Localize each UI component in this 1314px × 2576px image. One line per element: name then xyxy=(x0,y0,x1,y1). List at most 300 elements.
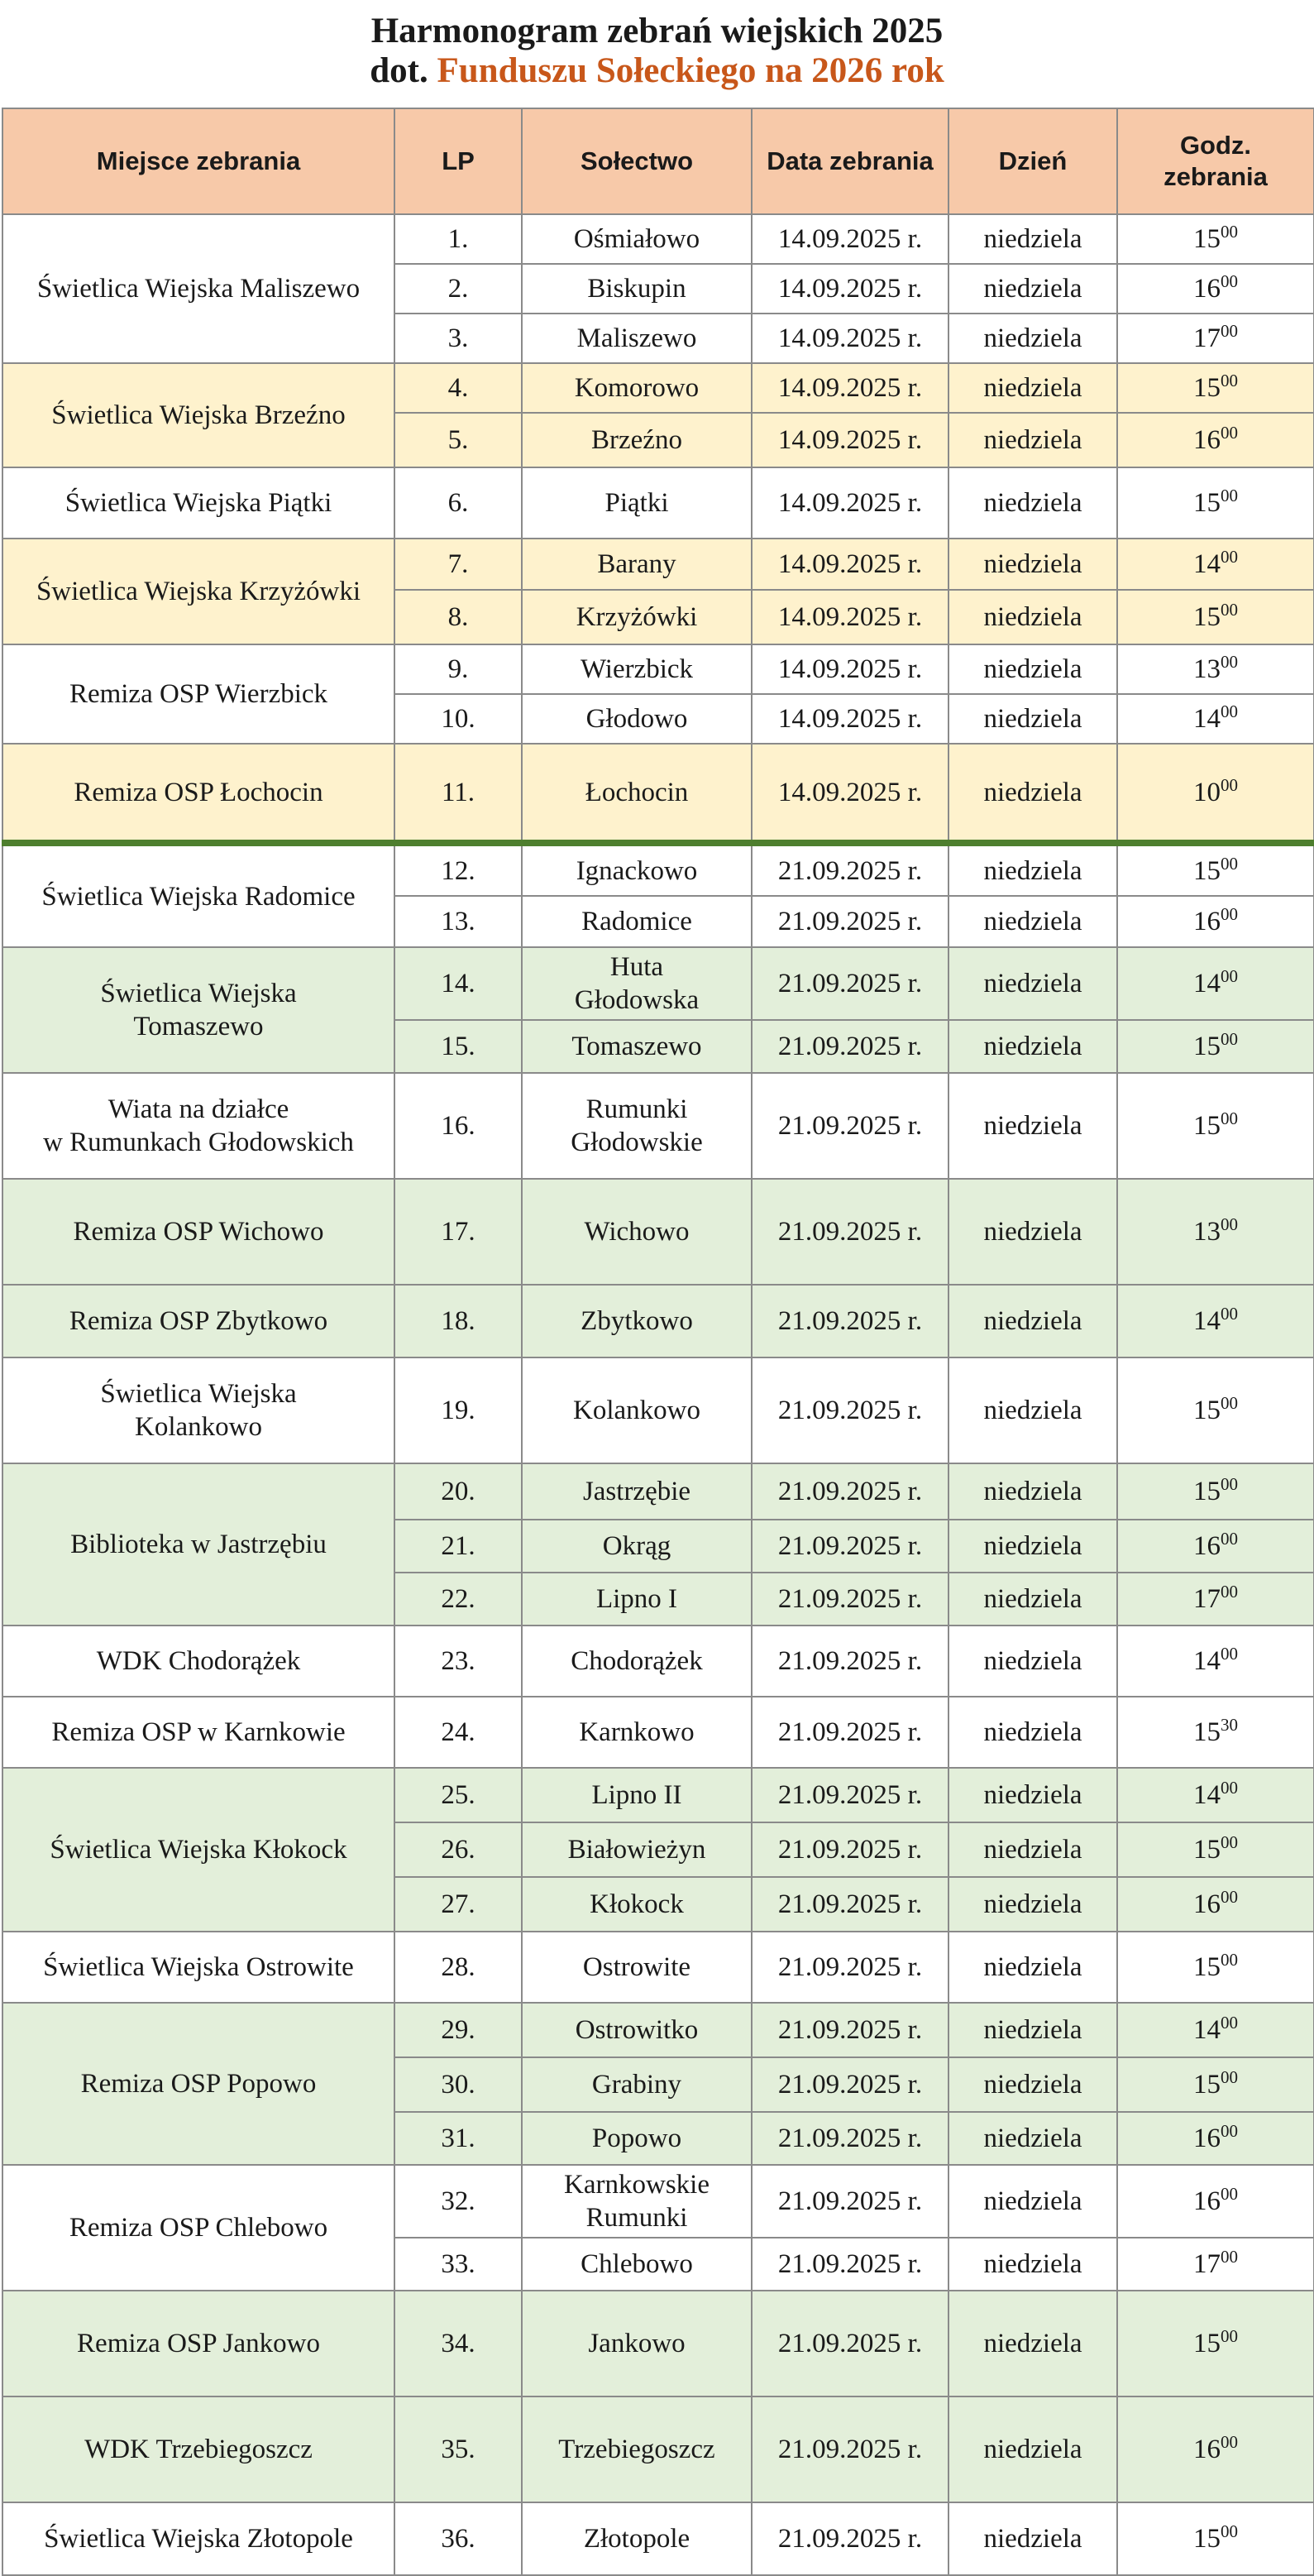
table-row xyxy=(2,1073,1314,1179)
row-lp: 3. xyxy=(394,314,522,363)
meeting-time xyxy=(1117,1573,1314,1626)
header-day: Dzień xyxy=(948,108,1117,214)
row-lp: 18. xyxy=(394,1285,522,1357)
time-hour: 14 xyxy=(1193,1646,1221,1676)
meeting-day: niedziela xyxy=(948,363,1117,413)
meeting-time xyxy=(1117,1877,1314,1932)
meeting-day: niedziela xyxy=(948,694,1117,744)
time-minutes: 00 xyxy=(1221,1778,1238,1798)
meeting-time xyxy=(1117,467,1314,539)
time-minutes: 00 xyxy=(1221,547,1238,567)
village-name: Barany xyxy=(522,539,752,590)
meeting-date: 14.09.2025 r. xyxy=(752,314,948,363)
village-name: Łochocin xyxy=(522,744,752,843)
meeting-date: 21.09.2025 r. xyxy=(752,1768,948,1822)
time-hour: 15 xyxy=(1193,1717,1221,1747)
time-minutes: 00 xyxy=(1221,600,1238,620)
village-name: Maliszewo xyxy=(522,314,752,363)
meeting-place: Świetlica Wiejska Ostrowite xyxy=(2,1932,394,2003)
table-row xyxy=(2,1285,1314,1357)
meeting-place: Wiata na działce w Rumunkach Głodowskich xyxy=(2,1073,394,1179)
meeting-time xyxy=(1117,1357,1314,1463)
time-hour: 17 xyxy=(1193,1584,1221,1614)
time-hour: 16 xyxy=(1193,274,1221,304)
title-line-1: Harmonogram zebrań wiejskich 2025 xyxy=(370,12,944,50)
village-name: Brzeźno xyxy=(522,413,752,467)
meeting-date: 21.09.2025 r. xyxy=(752,2165,948,2238)
time-minutes: 00 xyxy=(1221,1214,1238,1234)
meeting-day: niedziela xyxy=(948,539,1117,590)
meeting-day: niedziela xyxy=(948,467,1117,539)
meeting-date: 21.09.2025 r. xyxy=(752,1179,948,1285)
time-minutes: 00 xyxy=(1221,1029,1238,1049)
meeting-date: 21.09.2025 r. xyxy=(752,1073,948,1179)
meeting-day: niedziela xyxy=(948,1357,1117,1463)
meeting-place: Remiza OSP Jankowo xyxy=(2,2291,394,2396)
meeting-day: niedziela xyxy=(948,2396,1117,2502)
meeting-date: 14.09.2025 r. xyxy=(752,214,948,264)
village-name: Radomice xyxy=(522,896,752,947)
table-row xyxy=(2,1626,1314,1697)
meeting-date: 21.09.2025 r. xyxy=(752,2057,948,2112)
row-lp: 10. xyxy=(394,694,522,744)
meeting-date: 14.09.2025 r. xyxy=(752,539,948,590)
meeting-day: niedziela xyxy=(948,214,1117,264)
meeting-day: niedziela xyxy=(948,413,1117,467)
meeting-date: 21.09.2025 r. xyxy=(752,2112,948,2165)
time-minutes: 00 xyxy=(1221,2326,1238,2346)
meeting-date: 14.09.2025 r. xyxy=(752,694,948,744)
village-name: Komorowo xyxy=(522,363,752,413)
table-row xyxy=(2,2165,1314,2238)
meeting-date: 21.09.2025 r. xyxy=(752,1626,948,1697)
time-minutes: 00 xyxy=(1221,1304,1238,1324)
village-name: Ostrowite xyxy=(522,1932,752,2003)
row-lp: 25. xyxy=(394,1768,522,1822)
time-hour: 10 xyxy=(1193,777,1221,807)
meeting-day: niedziela xyxy=(948,1932,1117,2003)
meeting-place: Remiza OSP Zbytkowo xyxy=(2,1285,394,1357)
village-name: Chodorążek xyxy=(522,1626,752,1697)
meeting-time xyxy=(1117,744,1314,843)
meeting-place: Świetlica Wiejska Radomice xyxy=(2,843,394,947)
time-hour: 13 xyxy=(1193,654,1221,684)
header-village: Sołectwo xyxy=(522,108,752,214)
row-lp: 31. xyxy=(394,2112,522,2165)
meeting-time xyxy=(1117,2291,1314,2396)
village-name: Złotopole xyxy=(522,2502,752,2575)
header-date: Data zebrania xyxy=(752,108,948,214)
meeting-date: 21.09.2025 r. xyxy=(752,1357,948,1463)
time-hour: 15 xyxy=(1193,224,1221,254)
village-name: Jankowo xyxy=(522,2291,752,2396)
meeting-day: niedziela xyxy=(948,896,1117,947)
meeting-day: niedziela xyxy=(948,1768,1117,1822)
meeting-place: Remiza OSP Wierzbick xyxy=(2,644,394,744)
time-hour: 16 xyxy=(1193,2435,1221,2464)
meeting-date: 14.09.2025 r. xyxy=(752,413,948,467)
meeting-place: Świetlica Wiejska Tomaszewo xyxy=(2,947,394,1073)
schedule-body xyxy=(2,214,1314,2575)
meeting-day: niedziela xyxy=(948,843,1117,896)
table-row xyxy=(2,947,1314,1020)
village-name: Trzebiegoszcz xyxy=(522,2396,752,2502)
meeting-date: 21.09.2025 r. xyxy=(752,2003,948,2057)
meeting-time xyxy=(1117,1463,1314,1520)
time-hour: 13 xyxy=(1193,1217,1221,1247)
meeting-date: 14.09.2025 r. xyxy=(752,744,948,843)
time-hour: 15 xyxy=(1193,1835,1221,1865)
title-line-2-prefix: dot. xyxy=(370,51,437,90)
header-time: Godz. zebrania xyxy=(1117,108,1314,214)
village-name: Wichowo xyxy=(522,1179,752,1285)
row-lp: 21. xyxy=(394,1520,522,1573)
meeting-day: niedziela xyxy=(948,2238,1117,2291)
table-row xyxy=(2,363,1314,413)
time-hour: 15 xyxy=(1193,2524,1221,2554)
meeting-time xyxy=(1117,264,1314,314)
time-minutes: 00 xyxy=(1221,1582,1238,1602)
time-hour: 14 xyxy=(1193,1780,1221,1810)
meeting-date: 21.09.2025 r. xyxy=(752,1697,948,1768)
meeting-place: Świetlica Wiejska Krzyżówki xyxy=(2,539,394,644)
meeting-place: WDK Chodorążek xyxy=(2,1626,394,1697)
meeting-day: niedziela xyxy=(948,947,1117,1020)
row-lp: 33. xyxy=(394,2238,522,2291)
time-minutes: 00 xyxy=(1221,222,1238,242)
meeting-day: niedziela xyxy=(948,590,1117,644)
time-hour: 15 xyxy=(1193,1032,1221,1061)
document-title xyxy=(0,0,1314,106)
meeting-time xyxy=(1117,1768,1314,1822)
meeting-date: 21.09.2025 r. xyxy=(752,1822,948,1877)
time-hour: 16 xyxy=(1193,1889,1221,1919)
village-name: Piątki xyxy=(522,467,752,539)
row-lp: 16. xyxy=(394,1073,522,1179)
meeting-place: Remiza OSP Łochocin xyxy=(2,744,394,843)
row-lp: 1. xyxy=(394,214,522,264)
time-hour: 15 xyxy=(1193,855,1221,886)
row-lp: 36. xyxy=(394,2502,522,2575)
meeting-time xyxy=(1117,843,1314,896)
time-minutes: 00 xyxy=(1221,2432,1238,2452)
meeting-time xyxy=(1117,2057,1314,2112)
village-name: Karnkowskie Rumunki xyxy=(522,2165,752,2238)
meeting-place: Świetlica Wiejska Piątki xyxy=(2,467,394,539)
table-row xyxy=(2,1179,1314,1285)
time-minutes: 00 xyxy=(1221,701,1238,721)
meeting-time xyxy=(1117,2238,1314,2291)
village-name: Karnkowo xyxy=(522,1697,752,1768)
time-minutes: 00 xyxy=(1221,1887,1238,1907)
row-lp: 28. xyxy=(394,1932,522,2003)
header-row xyxy=(2,108,1314,214)
time-hour: 16 xyxy=(1193,1531,1221,1561)
time-minutes: 00 xyxy=(1221,486,1238,505)
meeting-time xyxy=(1117,1932,1314,2003)
time-hour: 16 xyxy=(1193,2186,1221,2216)
time-minutes: 00 xyxy=(1221,1108,1238,1128)
row-lp: 32. xyxy=(394,2165,522,2238)
table-row xyxy=(2,2291,1314,2396)
village-name: Ignackowo xyxy=(522,843,752,896)
time-hour: 15 xyxy=(1193,2329,1221,2358)
meeting-time xyxy=(1117,1179,1314,1285)
row-lp: 19. xyxy=(394,1357,522,1463)
time-minutes: 00 xyxy=(1221,774,1238,795)
time-hour: 15 xyxy=(1193,1396,1221,1425)
time-minutes: 00 xyxy=(1221,371,1238,390)
table-row xyxy=(2,467,1314,539)
meeting-time xyxy=(1117,1520,1314,1573)
meeting-time xyxy=(1117,2165,1314,2238)
meeting-day: niedziela xyxy=(948,2502,1117,2575)
village-name: Wierzbick xyxy=(522,644,752,694)
meeting-time xyxy=(1117,896,1314,947)
meeting-date: 21.09.2025 r. xyxy=(752,896,948,947)
row-lp: 5. xyxy=(394,413,522,467)
meeting-place: Biblioteka w Jastrzębiu xyxy=(2,1463,394,1626)
row-lp: 6. xyxy=(394,467,522,539)
meeting-day: niedziela xyxy=(948,1020,1117,1073)
row-lp: 20. xyxy=(394,1463,522,1520)
table-row xyxy=(2,2502,1314,2575)
row-lp: 11. xyxy=(394,744,522,843)
time-minutes: 00 xyxy=(1221,652,1238,672)
meeting-time xyxy=(1117,1285,1314,1357)
meeting-date: 21.09.2025 r. xyxy=(752,2502,948,2575)
meeting-time xyxy=(1117,590,1314,644)
time-hour: 16 xyxy=(1193,907,1221,936)
table-row xyxy=(2,1357,1314,1463)
row-lp: 13. xyxy=(394,896,522,947)
time-hour: 16 xyxy=(1193,425,1221,455)
time-minutes: 00 xyxy=(1221,2013,1238,2033)
meeting-time xyxy=(1117,1697,1314,1768)
meeting-date: 21.09.2025 r. xyxy=(752,1520,948,1573)
meeting-time xyxy=(1117,1020,1314,1073)
time-minutes: 00 xyxy=(1221,1393,1238,1413)
meeting-day: niedziela xyxy=(948,644,1117,694)
time-hour: 16 xyxy=(1193,2124,1221,2153)
village-name: Grabiny xyxy=(522,2057,752,2112)
meeting-time xyxy=(1117,314,1314,363)
meeting-day: niedziela xyxy=(948,1877,1117,1932)
meeting-time xyxy=(1117,1073,1314,1179)
table-row xyxy=(2,539,1314,590)
meeting-date: 14.09.2025 r. xyxy=(752,467,948,539)
table-row xyxy=(2,744,1314,843)
time-hour: 15 xyxy=(1193,602,1221,632)
meeting-time xyxy=(1117,1822,1314,1877)
meeting-date: 21.09.2025 r. xyxy=(752,2396,948,2502)
title-line-2 xyxy=(0,51,1314,91)
meeting-date: 14.09.2025 r. xyxy=(752,363,948,413)
meeting-time xyxy=(1117,214,1314,264)
village-name: Tomaszewo xyxy=(522,1020,752,1073)
meeting-time xyxy=(1117,2112,1314,2165)
village-name: Huta Głodowska xyxy=(522,947,752,1020)
table-row xyxy=(2,2003,1314,2057)
row-lp: 15. xyxy=(394,1020,522,1073)
village-name: Białowieżyn xyxy=(522,1822,752,1877)
village-name: Jastrzębie xyxy=(522,1463,752,1520)
time-minutes: 00 xyxy=(1221,2067,1238,2087)
table-row xyxy=(2,2396,1314,2502)
row-lp: 22. xyxy=(394,1573,522,1626)
row-lp: 4. xyxy=(394,363,522,413)
time-minutes: 00 xyxy=(1221,2247,1238,2267)
row-lp: 26. xyxy=(394,1822,522,1877)
meeting-day: niedziela xyxy=(948,264,1117,314)
meeting-time xyxy=(1117,2396,1314,2502)
time-hour: 17 xyxy=(1193,323,1221,353)
village-name: Chlebowo xyxy=(522,2238,752,2291)
row-lp: 17. xyxy=(394,1179,522,1285)
meeting-date: 21.09.2025 r. xyxy=(752,1285,948,1357)
meeting-day: niedziela xyxy=(948,1520,1117,1573)
meeting-day: niedziela xyxy=(948,744,1117,843)
time-hour: 14 xyxy=(1193,704,1221,734)
village-name: Głodowo xyxy=(522,694,752,744)
row-lp: 30. xyxy=(394,2057,522,2112)
time-hour: 14 xyxy=(1193,1306,1221,1336)
time-hour: 15 xyxy=(1193,1952,1221,1982)
row-lp: 2. xyxy=(394,264,522,314)
table-row xyxy=(2,1697,1314,1768)
row-lp: 7. xyxy=(394,539,522,590)
table-row xyxy=(2,1932,1314,2003)
meeting-time xyxy=(1117,1626,1314,1697)
table-row xyxy=(2,843,1314,896)
time-minutes: 00 xyxy=(1221,2184,1238,2204)
meeting-place: Świetlica Wiejska Maliszewo xyxy=(2,214,394,363)
village-name: Ostrowitko xyxy=(522,2003,752,2057)
schedule-table xyxy=(2,108,1314,2576)
meeting-day: niedziela xyxy=(948,2112,1117,2165)
meeting-date: 21.09.2025 r. xyxy=(752,1020,948,1073)
village-name: Rumunki Głodowskie xyxy=(522,1073,752,1179)
meeting-day: niedziela xyxy=(948,314,1117,363)
row-lp: 9. xyxy=(394,644,522,694)
meeting-date: 21.09.2025 r. xyxy=(752,1932,948,2003)
village-name: Zbytkowo xyxy=(522,1285,752,1357)
row-lp: 29. xyxy=(394,2003,522,2057)
time-minutes: 00 xyxy=(1221,271,1238,291)
village-name: Ośmiałowo xyxy=(522,214,752,264)
meeting-place: Remiza OSP w Karnkowie xyxy=(2,1697,394,1768)
meeting-date: 14.09.2025 r. xyxy=(752,590,948,644)
header-lp: LP xyxy=(394,108,522,214)
village-name: Kłokock xyxy=(522,1877,752,1932)
time-minutes: 00 xyxy=(1221,1529,1238,1549)
meeting-time xyxy=(1117,2003,1314,2057)
meeting-day: niedziela xyxy=(948,2057,1117,2112)
meeting-time xyxy=(1117,644,1314,694)
meeting-date: 14.09.2025 r. xyxy=(752,264,948,314)
meeting-place: Świetlica Wiejska Kolankowo xyxy=(2,1357,394,1463)
meeting-time xyxy=(1117,947,1314,1020)
meeting-day: niedziela xyxy=(948,1626,1117,1697)
row-lp: 12. xyxy=(394,843,522,896)
row-lp: 27. xyxy=(394,1877,522,1932)
header-place: Miejsce zebrania xyxy=(2,108,394,214)
time-hour: 14 xyxy=(1193,2015,1221,2045)
meeting-day: niedziela xyxy=(948,1463,1117,1520)
meeting-place: Świetlica Wiejska Brzeźno xyxy=(2,363,394,467)
time-hour: 15 xyxy=(1193,1477,1221,1506)
meeting-time xyxy=(1117,413,1314,467)
village-name: Krzyżówki xyxy=(522,590,752,644)
table-row xyxy=(2,644,1314,694)
time-minutes: 00 xyxy=(1221,1950,1238,1970)
time-minutes: 00 xyxy=(1221,904,1238,924)
meeting-day: niedziela xyxy=(948,1179,1117,1285)
meeting-date: 21.09.2025 r. xyxy=(752,947,948,1020)
row-lp: 24. xyxy=(394,1697,522,1768)
time-minutes: 00 xyxy=(1221,966,1238,986)
row-lp: 23. xyxy=(394,1626,522,1697)
time-minutes: 00 xyxy=(1221,423,1238,443)
village-name: Lipno II xyxy=(522,1768,752,1822)
meeting-date: 21.09.2025 r. xyxy=(752,2291,948,2396)
time-hour: 14 xyxy=(1193,969,1221,998)
table-row xyxy=(2,1463,1314,1520)
meeting-day: niedziela xyxy=(948,2291,1117,2396)
time-hour: 15 xyxy=(1193,2070,1221,2100)
meeting-day: niedziela xyxy=(948,2165,1117,2238)
meeting-time xyxy=(1117,539,1314,590)
meeting-date: 21.09.2025 r. xyxy=(752,843,948,896)
village-name: Okrąg xyxy=(522,1520,752,1573)
time-hour: 17 xyxy=(1193,2249,1221,2279)
meeting-day: niedziela xyxy=(948,1822,1117,1877)
village-name: Popowo xyxy=(522,2112,752,2165)
meeting-date: 21.09.2025 r. xyxy=(752,1573,948,1626)
village-name: Biskupin xyxy=(522,264,752,314)
meeting-day: niedziela xyxy=(948,1573,1117,1626)
time-hour: 15 xyxy=(1193,1111,1221,1141)
time-minutes: 00 xyxy=(1221,853,1238,874)
table-row xyxy=(2,1768,1314,1822)
village-name: Kolankowo xyxy=(522,1357,752,1463)
meeting-place: Świetlica Wiejska Złotopole xyxy=(2,2502,394,2575)
row-lp: 34. xyxy=(394,2291,522,2396)
meeting-day: niedziela xyxy=(948,1285,1117,1357)
meeting-day: niedziela xyxy=(948,2003,1117,2057)
meeting-place: Świetlica Wiejska Kłokock xyxy=(2,1768,394,1932)
row-lp: 14. xyxy=(394,947,522,1020)
meeting-date: 14.09.2025 r. xyxy=(752,644,948,694)
time-minutes: 00 xyxy=(1221,1644,1238,1664)
time-minutes: 00 xyxy=(1221,2121,1238,2141)
meeting-place: Remiza OSP Popowo xyxy=(2,2003,394,2165)
title-line-2-accent: Funduszu Sołeckiego na 2026 rok xyxy=(437,51,944,90)
meeting-day: niedziela xyxy=(948,1073,1117,1179)
meeting-time xyxy=(1117,363,1314,413)
row-lp: 35. xyxy=(394,2396,522,2502)
meeting-place: Remiza OSP Chlebowo xyxy=(2,2165,394,2291)
time-hour: 15 xyxy=(1193,373,1221,403)
time-minutes: 00 xyxy=(1221,1832,1238,1852)
meeting-time xyxy=(1117,2502,1314,2575)
time-minutes: 00 xyxy=(1221,321,1238,341)
time-hour: 15 xyxy=(1193,488,1221,518)
meeting-time xyxy=(1117,694,1314,744)
time-minutes: 00 xyxy=(1221,2521,1238,2541)
table-row xyxy=(2,214,1314,264)
time-minutes: 30 xyxy=(1221,1715,1238,1735)
